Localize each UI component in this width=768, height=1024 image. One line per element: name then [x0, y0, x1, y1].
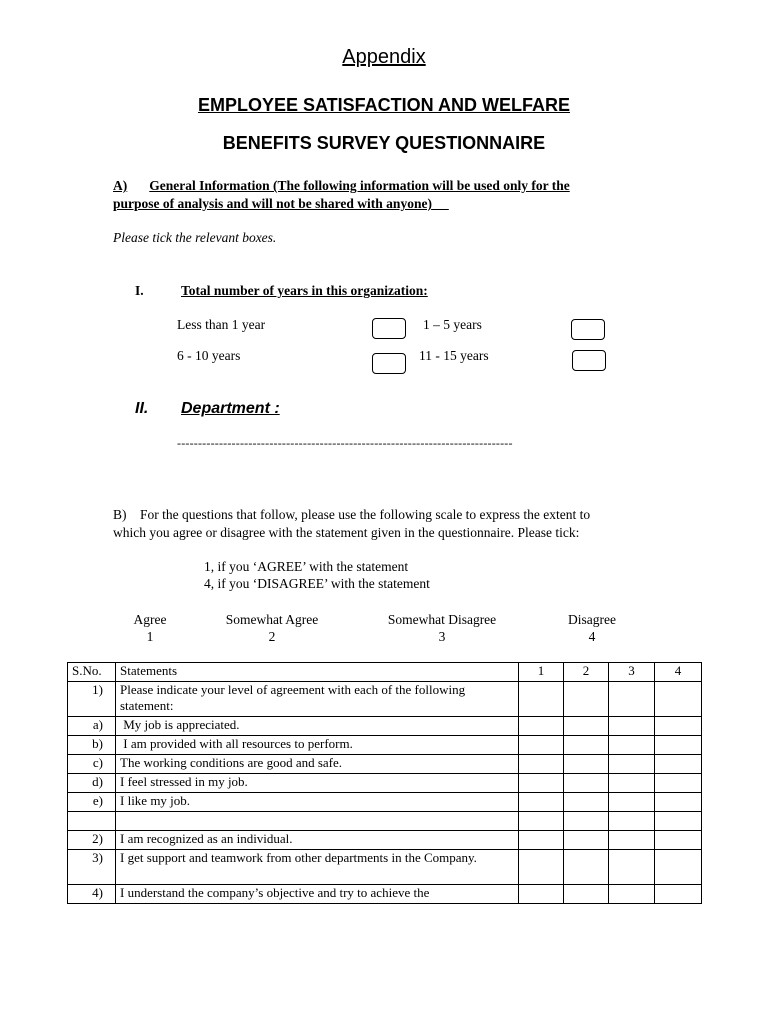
header-3: 3 — [609, 663, 655, 682]
tick-cell-4[interactable] — [655, 755, 702, 774]
row-statement: I am recognized as an individual. — [116, 831, 519, 850]
table-row-blank — [68, 812, 702, 831]
tick-cell-2[interactable] — [564, 774, 609, 793]
table-row — [68, 774, 702, 793]
tick-cell-1[interactable] — [519, 831, 564, 850]
row-sno: 4) — [68, 885, 116, 904]
question-1-number: I. — [135, 283, 144, 298]
scale-rule-disagree: 4, if you ‘DISAGREE’ with the statement — [204, 576, 430, 591]
scale-rule-agree: 1, if you ‘AGREE’ with the statement — [204, 559, 409, 574]
tick-cell-2[interactable] — [564, 736, 609, 755]
checkbox-6-10-years[interactable] — [372, 353, 406, 374]
tick-cell-2[interactable] — [564, 793, 609, 812]
scale-disagree-label: Disagree — [568, 612, 616, 627]
tick-cell-1[interactable] — [519, 682, 564, 717]
checkbox-less-than-1-year[interactable] — [372, 318, 406, 339]
section-b-line2: which you agree or disagree with the statement given in the questionnaire. Please tick: — [113, 525, 580, 540]
scale-somewhat-disagree-label: Somewhat Disagree — [387, 612, 497, 627]
tick-cell-3[interactable] — [609, 774, 655, 793]
scale-somewhat-agree-value: 2 — [268, 629, 276, 644]
section-a-heading-line2-wrap — [113, 196, 449, 212]
table-row — [68, 736, 702, 755]
row-sno: c) — [68, 755, 116, 774]
checkbox-11-15-years[interactable] — [572, 350, 606, 371]
table-header-row — [68, 663, 702, 682]
header-2: 2 — [564, 663, 609, 682]
survey-title-line1: EMPLOYEE SATISFACTION AND WELFARE — [197, 95, 570, 115]
checkbox-1-5-years[interactable] — [571, 319, 605, 340]
tick-cell-2[interactable] — [564, 682, 609, 717]
questionnaire-table — [67, 662, 702, 904]
row-statement: I am provided with all resources to perform. — [116, 736, 519, 755]
tick-cell-1[interactable] — [519, 736, 564, 755]
table-row — [68, 831, 702, 850]
section-a-heading-line2: purpose of analysis and will not be shared with anyone) — [113, 196, 432, 211]
scale-somewhat-disagree — [372, 611, 512, 645]
row-sno: b) — [68, 736, 116, 755]
tick-cell-4[interactable] — [655, 774, 702, 793]
option-less-than-1-year: Less than 1 year — [177, 317, 266, 332]
option-11-15-years: 11 - 15 years — [419, 348, 489, 363]
row-statement — [116, 812, 519, 831]
option-6-10-years: 6 - 10 years — [177, 348, 241, 363]
scale-somewhat-disagree-value: 3 — [438, 629, 446, 644]
row-statement: I get support and teamwork from other departments in the Company. — [116, 850, 519, 885]
section-a-label: A) — [113, 178, 128, 193]
header-4: 4 — [655, 663, 702, 682]
scale-disagree-value: 4 — [588, 629, 596, 644]
row-sno: 1) — [68, 682, 116, 717]
scale-agree-label: Agree — [133, 612, 167, 627]
tick-cell-1[interactable] — [519, 850, 564, 885]
tick-cell-4[interactable] — [655, 831, 702, 850]
tick-cell-3[interactable] — [609, 717, 655, 736]
question-1-label: Total number of years in this organization: — [181, 283, 428, 298]
tick-cell-3[interactable] — [609, 755, 655, 774]
survey-title-line2: BENEFITS SURVEY QUESTIONNAIRE — [222, 133, 546, 153]
tick-cell-3[interactable] — [609, 682, 655, 717]
tick-cell-3[interactable] — [609, 793, 655, 812]
tick-instruction: Please tick the relevant boxes. — [113, 230, 277, 245]
tick-cell-2[interactable] — [564, 850, 609, 885]
tick-cell-3[interactable] — [609, 736, 655, 755]
scale-disagree — [552, 611, 632, 645]
tick-cell-1[interactable] — [519, 793, 564, 812]
row-statement: I like my job. — [116, 793, 519, 812]
section-b-line1: B) For the questions that follow, please use the following scale to express the extent to — [113, 507, 591, 522]
tick-cell-4[interactable] — [655, 850, 702, 885]
row-statement: My job is appreciated. — [116, 717, 519, 736]
row-statement: The working conditions are good and safe. — [116, 755, 519, 774]
row-statement: Please indicate your level of agreement with each of the following statement: — [116, 682, 519, 717]
scale-somewhat-agree-label: Somewhat Agree — [225, 612, 319, 627]
table-row — [68, 850, 702, 885]
tick-cell-4[interactable] — [655, 682, 702, 717]
table-row — [68, 682, 702, 717]
department-field[interactable]: -------------------------------------------------------------------------------- — [177, 436, 513, 450]
tick-cell-2[interactable] — [564, 717, 609, 736]
tick-cell-4[interactable] — [655, 736, 702, 755]
page-title: Appendix — [342, 46, 426, 68]
table-row — [68, 793, 702, 812]
row-sno: e) — [68, 793, 116, 812]
row-statement: I feel stressed in my job. — [116, 774, 519, 793]
tick-cell-2[interactable] — [564, 755, 609, 774]
tick-cell-4[interactable] — [655, 812, 702, 831]
tick-cell-1[interactable] — [519, 755, 564, 774]
option-1-5-years: 1 – 5 years — [423, 317, 482, 332]
header-statements: Statements — [116, 663, 519, 682]
scale-somewhat-agree — [207, 611, 337, 645]
scale-agree — [110, 611, 190, 645]
row-sno: 3) — [68, 850, 116, 885]
question-2-number: II. — [135, 400, 149, 417]
table-row — [68, 755, 702, 774]
tick-cell-1[interactable] — [519, 812, 564, 831]
header-1: 1 — [519, 663, 564, 682]
row-sno — [68, 812, 116, 831]
tick-cell-1[interactable] — [519, 774, 564, 793]
tick-cell-1[interactable] — [519, 885, 564, 904]
tick-cell-3[interactable] — [609, 850, 655, 885]
tick-cell-3[interactable] — [609, 812, 655, 831]
row-sno: a) — [68, 717, 116, 736]
tick-cell-4[interactable] — [655, 793, 702, 812]
row-sno: d) — [68, 774, 116, 793]
tick-cell-3[interactable] — [609, 831, 655, 850]
table-row — [68, 885, 702, 904]
row-sno: 2) — [68, 831, 116, 850]
tick-cell-3[interactable] — [609, 885, 655, 904]
table-row — [68, 717, 702, 736]
tick-cell-2[interactable] — [564, 885, 609, 904]
row-statement: I understand the company’s objective and try to achieve the — [116, 885, 519, 904]
tick-cell-2[interactable] — [564, 812, 609, 831]
section-a-heading — [113, 178, 570, 194]
tick-cell-2[interactable] — [564, 831, 609, 850]
question-2-label: Department : — [181, 400, 280, 417]
tick-cell-4[interactable] — [655, 717, 702, 736]
header-sno: S.No. — [68, 663, 116, 682]
scale-agree-value: 1 — [146, 629, 154, 644]
section-a-heading-line1: General Information (The following information will be used only for the — [149, 178, 570, 193]
tick-cell-1[interactable] — [519, 717, 564, 736]
tick-cell-4[interactable] — [655, 885, 702, 904]
